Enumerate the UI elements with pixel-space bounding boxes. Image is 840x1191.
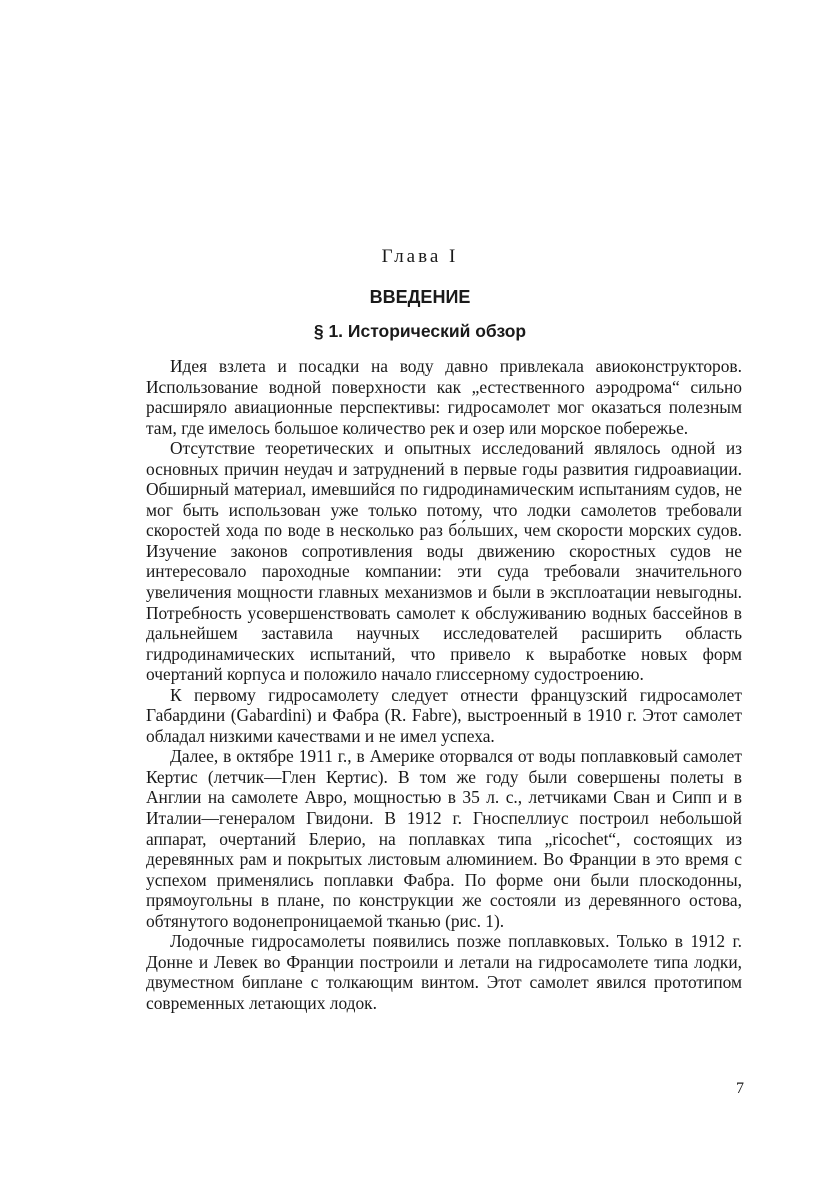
paragraph: Далее, в октябре 1911 г., в Америке оторвался от воды поплавковый самолет Кертис (летчик—Глен Кертис). В том же году были совершены полеты в Англии на самолете Авро, мощностью в 35 л. с., летчиками Сван и Сипп и в Италии—генералом Гвидони. В 1912 г. Гноспеллиус построил небольшой аппарат, очертаний Блерио, на поплавках типа „ricochet“, состоящих из деревянных рам и покрытых листовым алюминием. Во Франции в это время с успехом применялись поплавки Фабра. По форме они были плоскодонны, прямоугольны в плане, по конструкции же состояли из деревянного остова, обтянутого водонепроницаемой тканью (рис. 1).	[146, 746, 742, 931]
body-text	[146, 356, 742, 1014]
paragraph: Идея взлета и посадки на воду давно привлекала авиоконструкторов. Использование водной поверхности как „естественного аэродрома“ сильно расширяло авиационные перспективы: гидросамолет мог оказаться полезным там, где имелось большое количество рек и озер или морское побережье.	[146, 356, 742, 438]
paragraph: Отсутствие теоретических и опытных исследований являлось одной из основных причин неудач и затруднений в первые годы развития гидроавиации. Обширный материал, имевшийся по гидродинамическим испытаниям судов, не мог быть использован уже только потому, что лодки самолетов требовали скоростей хода по воде в несколько раз бо́льших, чем скорости морских судов. Изучение законов сопротивления воды движению скоростных судов не интересовало пароходные компании: эти суда требовали значительного увеличения мощности главных механизмов и были в эксплоатации невыгодны. Потребность усовершенствовать самолет к обслуживанию водных бассейнов в дальнейшем заставила научных исследователей расширить область гидродинамических испытаний, что привело к выработке новых форм очертаний корпуса и положило начало глиссерному судостроению.	[146, 438, 742, 685]
chapter-title: ВВЕДЕНИЕ	[369, 287, 471, 307]
page-number: 7	[736, 1080, 744, 1097]
section-title: § 1. Исторический обзор	[313, 321, 527, 341]
chapter-label: Глава I	[381, 246, 459, 267]
paragraph: Лодочные гидросамолеты появились позже поплавковых. Только в 1912 г. Донне и Левек во Франции построили и летали на гидросамолете типа лодки, двуместном биплане с толкающим винтом. Этот самолет явился прототипом современных летающих лодок.	[146, 931, 742, 1013]
paragraph: К первому гидросамолету следует отнести французский гидросамолет Габардини (Gabardini) и Фабра (R. Fabre), выстроенный в 1910 г. Этот самолет обладал низкими качествами и не имел успеха.	[146, 684, 742, 746]
